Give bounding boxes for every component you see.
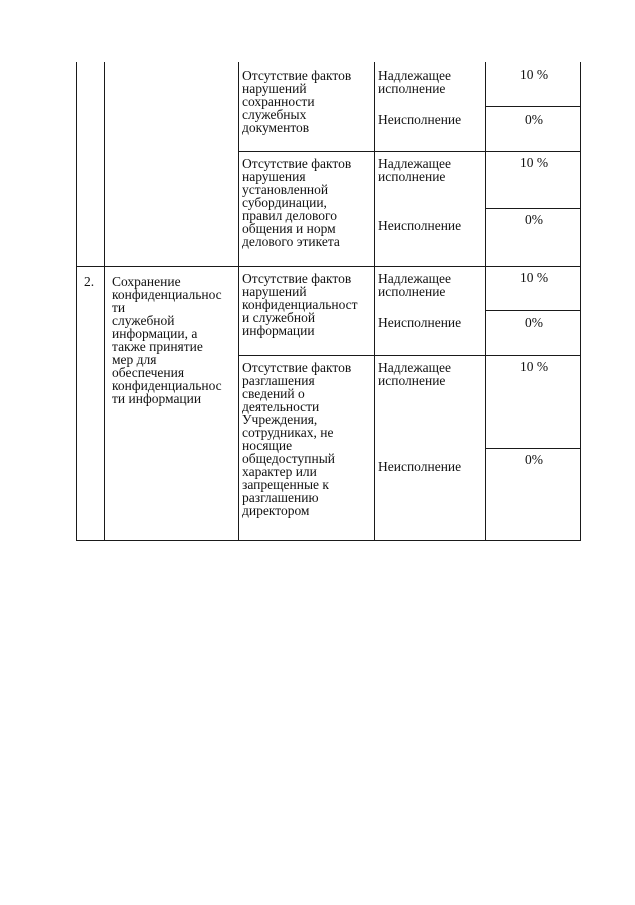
indicator-text: Отсутствие фактов нарушений сохранности служебных документов [242,68,352,135]
table-divider-indicator [374,62,375,541]
outcome-status: Надлежащее исполнение [378,156,452,184]
table-line-indicator-3-4 [238,355,581,356]
outcome-value: 0% [525,212,543,227]
indicator-text: Отсутствие фактов разглашения сведений о деятельности Учреждения, сотрудниках, не носящие общедоступный характер или запрещенные к разглашению директором [242,360,352,518]
indicator-text: Отсутствие фактов нарушений конфиденциальност и служебной информации [242,271,358,338]
outcome-status: Надлежащее исполнение [378,68,452,96]
row-number: 2. [84,274,95,289]
value-split-4 [485,448,581,449]
table-border-bottom [76,540,581,541]
value-split-1 [485,106,581,107]
table-divider-criterion [238,62,239,541]
table-border-right [580,62,581,541]
outcome-value: 10 % [519,270,549,285]
outcome-status: Надлежащее исполнение [378,360,452,388]
outcome-value: 10 % [519,359,549,374]
indicator-text: Отсутствие фактов нарушения установленной субординации, правил делового общения и норм делового этикета [242,156,352,249]
outcome-status: Неисполнение [378,459,462,474]
criterion-text: Сохранение конфиденциальнос ти служебной информации, а также принятие мер для обеспечения конфиденциальнос ти информации [112,274,222,406]
outcome-value: 10 % [519,155,549,170]
outcome-status: Неисполнение [378,315,462,330]
table-line-row-1-2 [76,266,581,267]
outcome-value: 0% [525,112,543,127]
table-divider-number [104,62,105,541]
value-split-3 [485,310,581,311]
table-line-indicator-1-2 [238,151,581,152]
outcome-status: Неисполнение [378,218,462,233]
outcome-value: 10 % [519,67,549,82]
outcome-value: 0% [525,452,543,467]
outcome-status: Неисполнение [378,112,462,127]
outcome-status: Надлежащее исполнение [378,271,452,299]
table-divider-status [485,62,486,541]
value-split-2 [485,208,581,209]
outcome-value: 0% [525,315,543,330]
table-border-left [76,62,77,541]
